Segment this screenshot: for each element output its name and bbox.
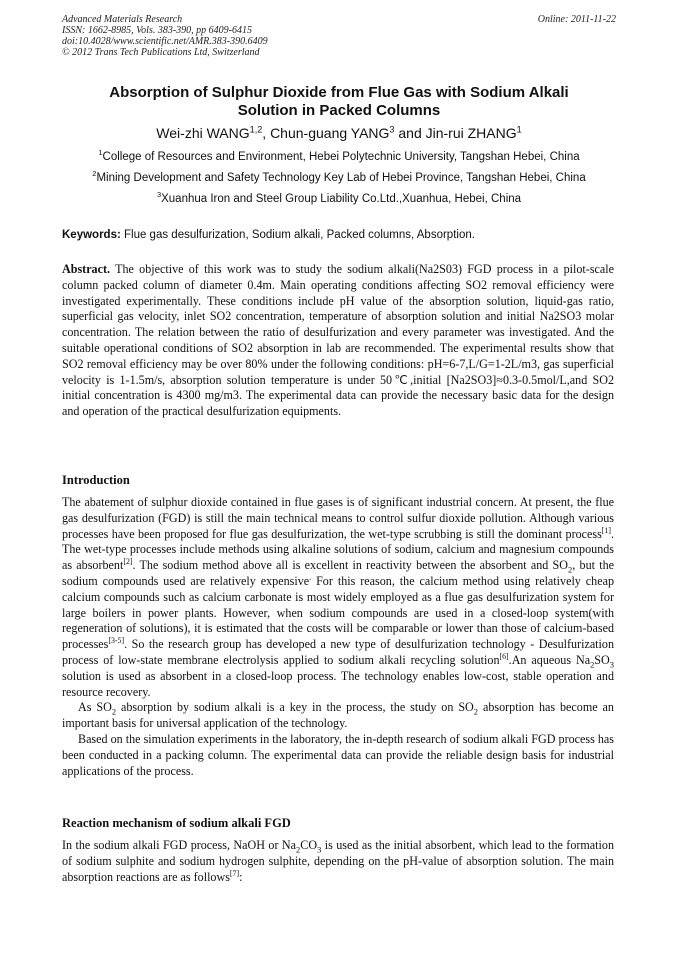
intro-p2-text-3: absorption has become an important basis for universal application of the technology. [62,700,614,731]
affiliation-3-num: 3 [156,190,162,200]
subscript: 2 [473,706,479,717]
affiliation-3 [50,192,628,206]
intro-p1-text-2: . The wet-type processes include methods using alkaline solutions of sodium, calcium and magnesium compounds as absorbent [62,526,614,573]
subscript: 2 [111,706,117,717]
journal-doi: doi:10.4028/www.scientific.net/AMR.383-390.6409 [62,36,268,47]
subscript: 2 [590,659,595,670]
keywords-label: Keywords: [62,229,121,241]
intro-p1-text-3: . The sodium method above all is excellent in reactivity between the absorbent and SO [132,558,569,573]
journal-issn: ISSN: 1662-8985, Vols. 383-390, pp 6409-6415 [62,25,252,36]
author-list [62,124,616,142]
journal-copyright: © 2012 Trans Tech Publications Ltd, Switzerland [62,47,260,58]
intro-p1-text-7: .An aqueous Na [508,652,591,667]
paper-title [62,84,616,120]
intro-paragraph-1 [62,495,614,700]
author-3-affil: 1 [516,124,522,135]
keywords [62,228,622,242]
introduction-heading: Introduction [62,473,130,487]
journal-header [62,14,616,58]
author-1-affil: 1,2 [249,124,263,135]
author-2: , Chun-guang YANG [262,125,390,141]
abstract-text: The objective of this work was to study the sodium alkali(Na2S03) FGD process in a pilot-scale column packed column of diameter 0.4m. Main operating conditions affecting SO2 removal efficiency were investigated experimentally. These conditions include pH value of the absorption solution, liquid-gas ratio, superficial gas velocity, inlet SO2 concentration, temperature of absorption solution and initial Na2SO3 molar concentration. The relation between the ratio of desulfurization and every parameter was investigated. And the suitable operational conditions of SO2 absorption in lab are recommended. The experimental results show that SO2 removal efficiency may be over 80% under the following conditions: pH=6-7,L/G=1-2L/m3, gas superficial velocity is 1-1.5m/s, absorption solution temperature is under 50℃,initial [Na2SO3]≈0.3-0.5mol/L,and SO2 initial concentration is 4300 mg/m3. The experimental data can provide the necessary basic data for the design and operation of the practical desulfurization equipments. [62,262,614,419]
intro-p2-text-1: As SO [78,700,112,715]
mech-text-4: : [239,869,243,884]
abstract [62,262,614,420]
intro-p1-text-9: solution is used as absorbent in a closed-loop process. The technology enables low-cost, stable operation and resource recovery. [62,668,614,699]
title-line-2: Solution in Packed Columns [237,102,441,119]
author-2-affil: 3 [389,124,395,135]
affiliation-3-text: Xuanhua Iron and Steel Group Liability Co.Ltd.,Xuanhua, Hebei, China [161,193,522,205]
mech-text-3: is used as the initial absorbent, which lead to the formation of sodium sulphite and sodium hydrogen sulphite, depending on the pH-value of absorption solution. The main absorption reactions are as follows [62,838,614,884]
mechanism-heading: Reaction mechanism of sodium alkali FGD [62,816,291,830]
journal-name: Advanced Materials Research [62,14,183,25]
intro-paragraph-3: Based on the simulation experiments in the laboratory, the in-depth research of sodium alkali FGD process has been conducted in a packing column. The experimental data can provide the reliable design basis for industrial applications of the process. [62,731,614,778]
affiliation-1-num: 1 [98,148,103,158]
citation-3-5: [3-5] [108,636,125,646]
subscript: 2 [296,844,301,855]
subscript: 2 [568,564,573,575]
citation-7: [7] [229,868,240,878]
affiliation-2-num: 2 [92,169,97,179]
author-1: Wei-zhi WANG [156,125,250,141]
citation-6: [6] [499,651,509,661]
title-line-1: Absorption of Sulphur Dioxide from Flue Gas with Sodium Alkali [109,84,569,101]
superscript-dot: . [309,572,312,582]
intro-p1-text-8: SO [594,652,610,667]
abstract-label: Abstract. [62,262,111,276]
affiliation-2 [50,171,628,185]
intro-p1-text-6: . So the research group has developed a new type of desulfurization technology - Desulfurization process of low-state membrane electrolysis applied to sodium alkali recycling solution [62,637,614,667]
mechanism-body [62,838,614,885]
keywords-text: Flue gas desulfurization, Sodium alkali, Packed columns, Absorption. [120,229,475,241]
intro-p1-text-1: The abatement of sulphur dioxide contained in flue gases is of significant industrial concern. At present, the flue gas desulfurization (FGD) is still the main technical means to control sulfur dioxide pollution. Although various processes have been proposed for flue gas desulfurization, the wet-type scrubbing is still the dominant process [62,495,614,541]
affiliation-1 [50,150,628,164]
intro-p2-text-2: absorption by sodium alkali is a key in the process, the study on SO [116,700,474,715]
affiliation-2-text: Mining Development and Safety Technology Key Lab of Hebei Province, Tangshan Hebei, China [96,172,586,184]
citation-2: [2] [123,557,133,567]
mech-text-1: In the sodium alkali FGD process, NaOH or Na [62,838,297,852]
citation-1: [1] [601,525,611,535]
subscript: 3 [317,844,322,855]
introduction-body [62,495,614,779]
subscript: 3 [609,659,614,670]
intro-p1-text-4: , but the sodium compounds used are relatively expensive [62,558,614,588]
affiliation-1-text: College of Resources and Environment, Hebei Polytechnic University, Tangshan Hebei, China [102,151,580,163]
intro-paragraph-2 [62,700,614,732]
author-3: and Jin-rui ZHANG [394,125,517,141]
intro-p1-text-5: For this reason, the calcium method using relatively cheap calcium compounds such as calcium carbonate is most widely employed as a flue gas desulfurization system for large boilers in power plants. However, when sodium compounds are used in a closed-loop system(with regeneration of solutions), it is estimated that the costs will be comparable or lower than those of calcium-based processes [62,573,615,652]
online-date: Online: 2011-11-22 [537,14,616,25]
mech-text-2: CO [300,838,318,852]
